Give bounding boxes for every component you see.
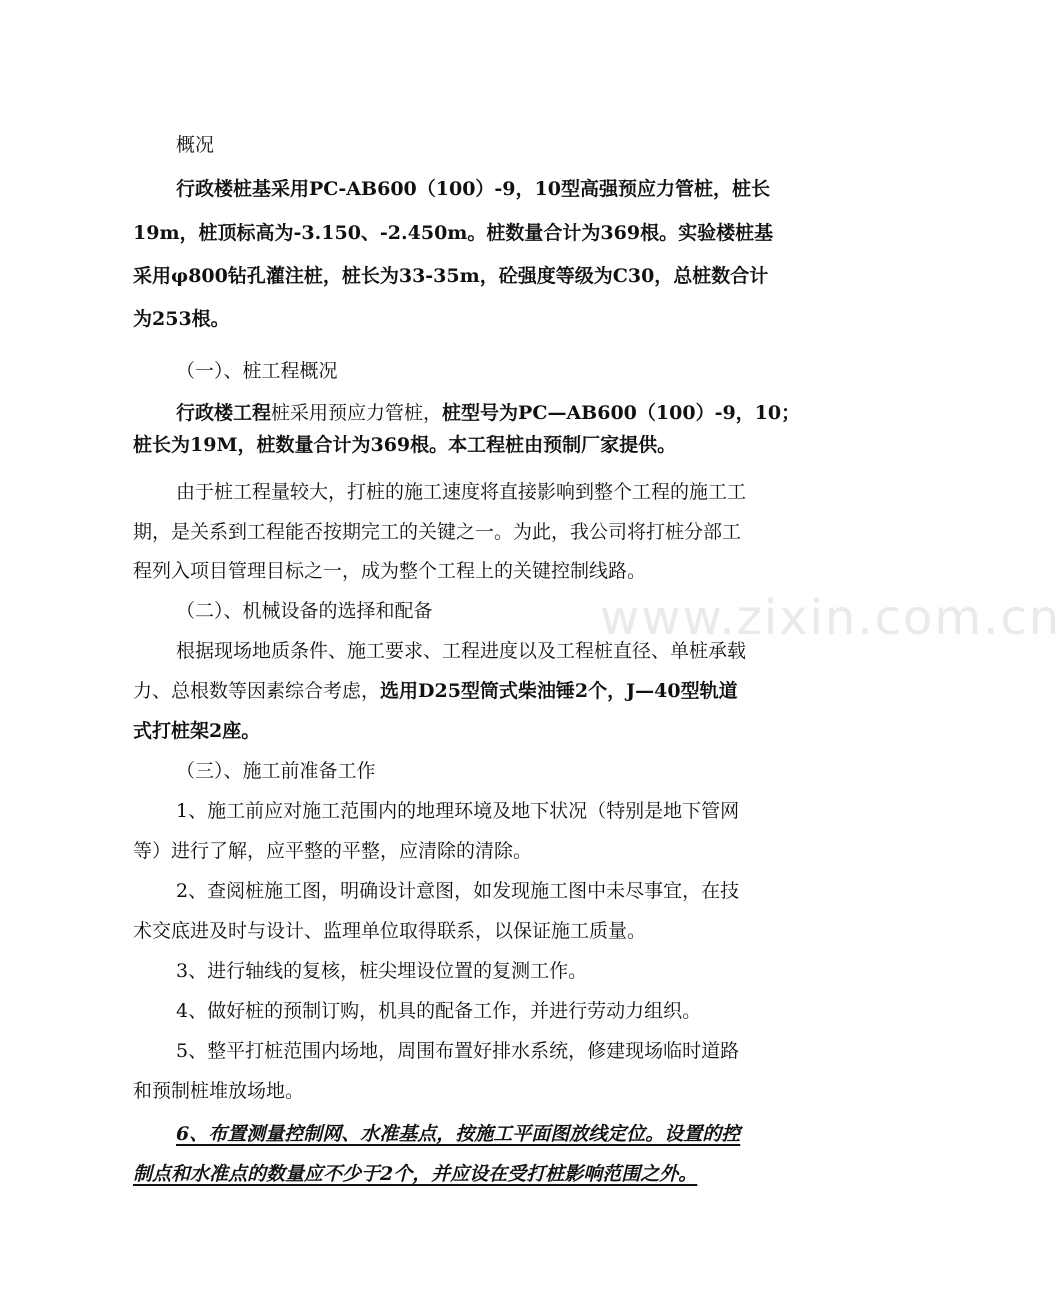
section1-para2-line-3: 程列入项目管理目标之一，成为整个工程上的关键控制线路。 bbox=[133, 560, 647, 582]
section2-line-1: 根据现场地质条件、施工要求、工程进度以及工程桩直径、单桩承载 bbox=[176, 640, 747, 662]
section2-line-3: 式打桩架2座。 bbox=[133, 720, 261, 742]
section1-para2-line-2: 期，是关系到工程能否按期完工的关键之一。为此，我公司将打桩分部工 bbox=[133, 521, 742, 543]
section1-line-1-part1: 行政楼工程 bbox=[176, 402, 272, 424]
item-2-line-2: 术交底进及时与设计、监理单位取得联系，以保证施工质量。 bbox=[133, 920, 647, 942]
item-3-line-1: 3、进行轴线的复核，桩尖埋设位置的复测工作。 bbox=[176, 960, 588, 982]
section1-line-1 bbox=[176, 399, 800, 427]
section2-line-2-part2: 选用D25型筒式柴油锤2个，J—40型轨道 bbox=[380, 680, 738, 702]
section1-title: （一）、桩工程概况 bbox=[176, 360, 338, 382]
section1-para2-line-1: 由于桩工程量较大，打桩的施工速度将直接影响到整个工程的施工工 bbox=[176, 481, 747, 503]
section1-line-1-part2: 桩采用预应力管桩， bbox=[271, 402, 443, 424]
section2-line-2 bbox=[133, 677, 738, 705]
section2-title: （二）、机械设备的选择和配备 bbox=[176, 600, 433, 622]
section1-line-1-part3: 桩型号为PC—AB600（100）-9，10； bbox=[442, 402, 801, 424]
overview-line-3: 采用φ800钻孔灌注桩，桩长为33-35m，砼强度等级为C30，总桩数合计 bbox=[133, 265, 769, 287]
section2-line-2-part1: 力、总根数等因素综合考虑， bbox=[133, 680, 381, 702]
item-6-line-1: 6、布置测量控制网、水准基点，按施工平面图放线定位。设置的控 bbox=[176, 1123, 741, 1145]
item-2-line-1: 2、查阅桩施工图，明确设计意图，如发现施工图中未尽事宜，在技 bbox=[176, 880, 740, 902]
item-5-line-1: 5、整平打桩范围内场地，周围布置好排水系统，修建现场临时道路 bbox=[176, 1040, 740, 1062]
section1-line-2: 桩长为19M，桩数量合计为369根。本工程桩由预制厂家提供。 bbox=[133, 434, 677, 456]
item-5-line-2: 和预制桩堆放场地。 bbox=[133, 1080, 305, 1102]
heading-overview: 概况 bbox=[176, 134, 215, 156]
item-1-line-2: 等）进行了解，应平整的平整，应清除的清除。 bbox=[133, 840, 533, 862]
overview-line-4: 为253根。 bbox=[133, 308, 230, 330]
item-1-line-1: 1、施工前应对施工范围内的地理环境及地下状况（特别是地下管网 bbox=[176, 800, 740, 822]
item-6-line-2: 制点和水准点的数量应不少于2个，并应设在受打桩影响范围之外。 bbox=[133, 1163, 698, 1185]
overview-line-1: 行政楼桩基采用PC-AB600（100）-9，10型高强预应力管桩，桩长 bbox=[176, 178, 770, 200]
section3-title: （三）、施工前准备工作 bbox=[176, 760, 376, 782]
watermark: www.zixin.com.cn bbox=[600, 590, 1061, 646]
item-4-line-1: 4、做好桩的预制订购，机具的配备工作，并进行劳动力组织。 bbox=[176, 1000, 702, 1022]
overview-line-2: 19m，桩顶标高为-3.150、-2.450m。桩数量合计为369根。实验楼桩基 bbox=[133, 222, 774, 244]
